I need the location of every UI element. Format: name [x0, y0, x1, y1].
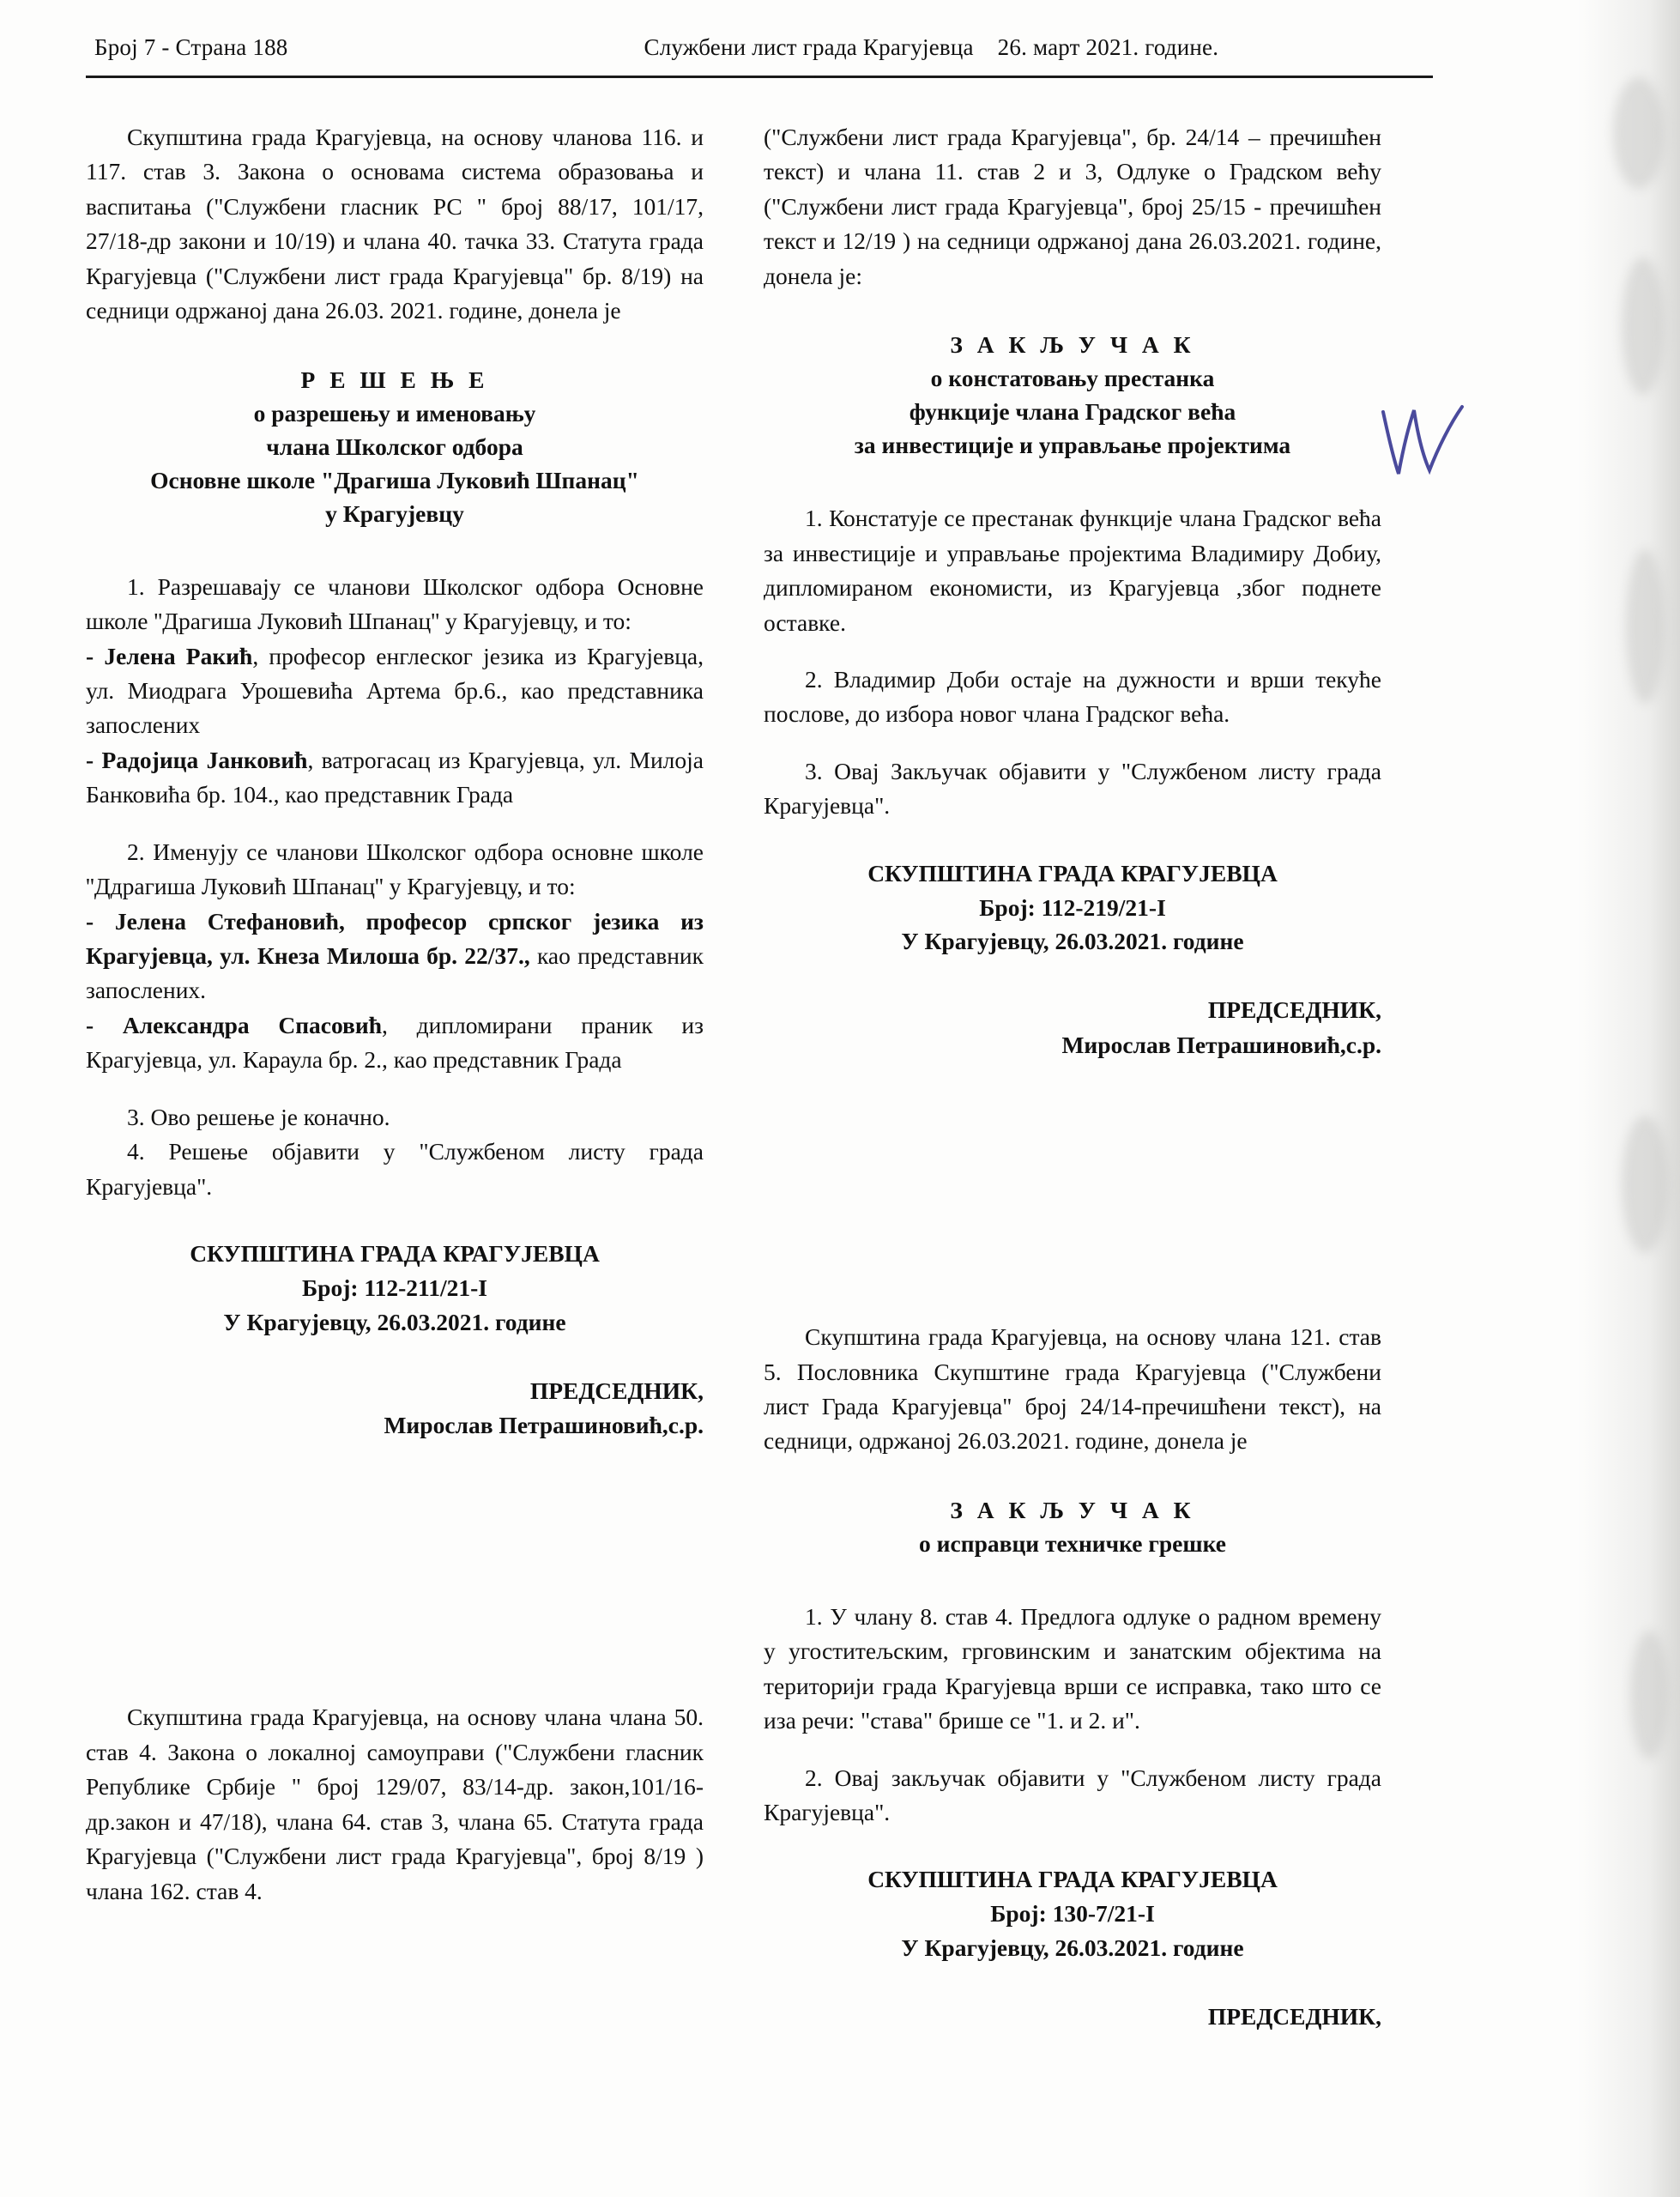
scan-artifact — [1622, 1116, 1669, 1253]
president-label: ПРЕДСЕДНИК, — [1207, 2003, 1381, 2031]
paragraph-item-2: 2. Именују се чланови Школског одбора основне школе ''Ддрагиша Луковић Шпанац'' у Крагујевцу, и то: — [86, 838, 704, 900]
paragraph-item-2b — [86, 1008, 704, 1078]
assembly-signature-block — [764, 1862, 1381, 1965]
assembly-place-date: У Крагујевцу, 26.03.2021. године — [901, 1934, 1244, 1962]
scan-artifact — [1626, 549, 1665, 704]
assembly-place-date: У Крагујевцу, 26.03.2021. године — [901, 928, 1244, 955]
assembly-name: СКУПШТИНА ГРАДА КРАГУЈЕВЦА — [867, 1866, 1278, 1893]
paragraph-item-1: 1. У члану 8. став 4. Предлога одлуке о радном времену у угоститељским, грговинским и занатским објектима на територији града Крагујевца врши се исправка, тако што се иза речи: "става" брише се "1. и 2. и". — [764, 1602, 1381, 1734]
act-subtitle-line-4: у Крагујевцу — [325, 499, 464, 527]
paragraph-item-3: 3. Овај Закључак објавити у "Службеном листу града Крагујевца". — [764, 757, 1381, 820]
page-header — [94, 34, 1433, 61]
paragraph-item-1: 1. Констатује се престанак функције члана Градског већа за инвестиције и управљање пројектима Владимиру Добиу, дипломираном економисти, из Крагујевца ,због поднете оставке. — [764, 505, 1381, 636]
page-edge-shadow — [1577, 0, 1680, 2197]
paragraph-item-1: 1. Разрешавају се чланови Школског одбора Основне школе ''Драгиша Луковић Шпанац'' у Крагујевцу, и то: — [86, 572, 704, 635]
president-signature-block — [764, 2000, 1381, 2034]
paragraph-next-act-intro: Скупштина града Крагујевца, на основу члана члана 50. став 4. Закона о локалној самоуправи ("Службени гласник Републике Србије " број 129/07, 83/14-др. закон,101/16-др.закон и 47/18), члана 64. став 3, члана 65. Статута града Крагујевца ("Службени лист града Крагујевца", број 8/19 ) члана 162. став 4. — [86, 1704, 704, 1904]
president-name: Мирослав Петрашиновић,с.р. — [384, 1411, 704, 1438]
member-name-4: - Александра Спасовић — [86, 1011, 383, 1038]
two-column-body — [86, 120, 1450, 2163]
president-signature-block — [86, 1374, 704, 1443]
assembly-signature-block — [86, 1237, 704, 1340]
paragraph-item-2: 2. Овај закључак објавити у "Службеном листу града Крагујевца". — [764, 1764, 1381, 1826]
act-subtitle-line-2: члана Школског одбора — [266, 433, 523, 460]
paragraph-item-2a — [86, 905, 704, 1008]
scan-artifact — [1622, 257, 1665, 395]
assembly-number: Број: 112-211/21-I — [301, 1274, 488, 1301]
paragraph-item-2: 2. Владимир Доби остаје на дужности и врши текуће послове, до избора новог члана Градског већа. — [764, 665, 1381, 728]
member-name-1: - Јелена Ракић — [86, 642, 253, 669]
member-name-3: - Јелена Стефановић, професор српског језика из Крагујевца, ул. Кнеза Милоша бр. 22/37., — [86, 907, 704, 969]
paragraph-item-3: 3. Ово решење је коначно. — [127, 1103, 390, 1130]
left-column — [86, 120, 704, 1909]
header-publication-title: Службени лист града Крагујевца — [644, 34, 974, 60]
resolution-title-block — [86, 363, 704, 530]
act-subtitle-line-1: о исправци техничке грешке — [919, 1529, 1226, 1557]
act-subtitle-line-2: функције члана Градског већа — [909, 398, 1236, 426]
act-subtitle-line-1: о констатовању престанка — [930, 365, 1215, 392]
act-subtitle-line-3: Основне школе "Драгиша Луковић Шпанац" — [150, 466, 639, 493]
assembly-signature-block — [764, 856, 1381, 959]
act-title: З А К Љ У Ч А К — [950, 1496, 1195, 1523]
assembly-number: Број: 112-219/21-I — [979, 893, 1166, 921]
member-detail-4: , дипломирани праник из Крагујевца, ул. Караула бр. 2., као представник Града — [86, 1011, 704, 1074]
member-detail-1: , професор енглеског језика из Крагујевца, ул. Миодрага Урошевића Артема бр.6., као представника запослених — [86, 642, 704, 739]
president-label: ПРЕДСЕДНИК, — [1207, 996, 1381, 1024]
right-column — [764, 120, 1381, 2035]
scan-artifact — [1630, 1631, 1669, 1759]
president-signature-block — [764, 993, 1381, 1062]
president-label: ПРЕДСЕДНИК, — [529, 1377, 704, 1404]
act-title: Р Е Ш Е Њ Е — [300, 366, 489, 393]
paragraph-item-1b — [86, 743, 704, 813]
assembly-number: Број: 130-7/21-I — [990, 1900, 1155, 1928]
paragraph-act2-intro: Скупштина града Крагујевца, на основу члана 121. став 5. Пословника Скупштине града Крагујевца ("Службени лист Града Крагујевца" број 24/14-пречишћени текст), на седници, одржаној 26.03.2021. године, донела је — [764, 1323, 1381, 1455]
paragraph-item-1a — [86, 639, 704, 743]
header-divider — [86, 76, 1433, 78]
paragraph-item-4: 4. Решење објавити у "Службеном листу града Крагујевца". — [86, 1138, 704, 1200]
header-date: 26. март 2021. године. — [997, 34, 1219, 60]
conclusion-2-title-block — [764, 1493, 1381, 1560]
assembly-name: СКУПШТИНА ГРАДА КРАГУЈЕВЦА — [867, 859, 1278, 887]
member-detail-2: , ватрогасац из Крагујевца, ул. Милоја Банковића бр. 104., као представник Града — [86, 746, 704, 808]
assembly-name: СКУПШТИНА ГРАДА КРАГУЈЕВЦА — [190, 1239, 600, 1267]
act-subtitle-line-1: о разрешењу и именовању — [253, 399, 536, 427]
assembly-place-date: У Крагујевцу, 26.03.2021. године — [223, 1308, 566, 1335]
conclusion-1-title-block — [764, 328, 1381, 462]
member-name-2: - Радојица Јанковић — [86, 746, 308, 773]
header-issue-page: Број 7 - Страна 188 — [94, 34, 288, 60]
act-title: З А К Љ У Ч А К — [950, 331, 1195, 359]
paragraph-intro: Скупштина града Крагујевца, на основу чланова 116. и 117. став 3. Закона о основама система образовања и васпитања ("Службени гласник РС " број 88/17, 101/17, 27/18-др закони и 10/19) и члана 40. тачка 33. Статута града Крагујевца ("Службени лист града Крагујевца" бр. 8/19) на седници одржаној дана 26.03. 2021. године, донела је — [86, 124, 704, 324]
president-name: Мирослав Петрашиновић,с.р. — [1061, 1031, 1381, 1058]
paragraph-intro-continued: ("Службени лист града Крагујевца", бр. 24/14 – пречишћен текст) и члана 11. став 2 и 3, Одлуке о Градском већу ("Службени лист града Крагујевца", број 25/15 - пречишћен текст и 12/19 ) на седници одржаној дана 26.03.2021. године, донела је: — [764, 124, 1381, 289]
act-subtitle-line-3: за инвестиције и управљање пројектима — [854, 432, 1291, 459]
scan-artifact — [1613, 77, 1665, 189]
member-detail-3: као представник запослених. — [86, 941, 704, 1004]
